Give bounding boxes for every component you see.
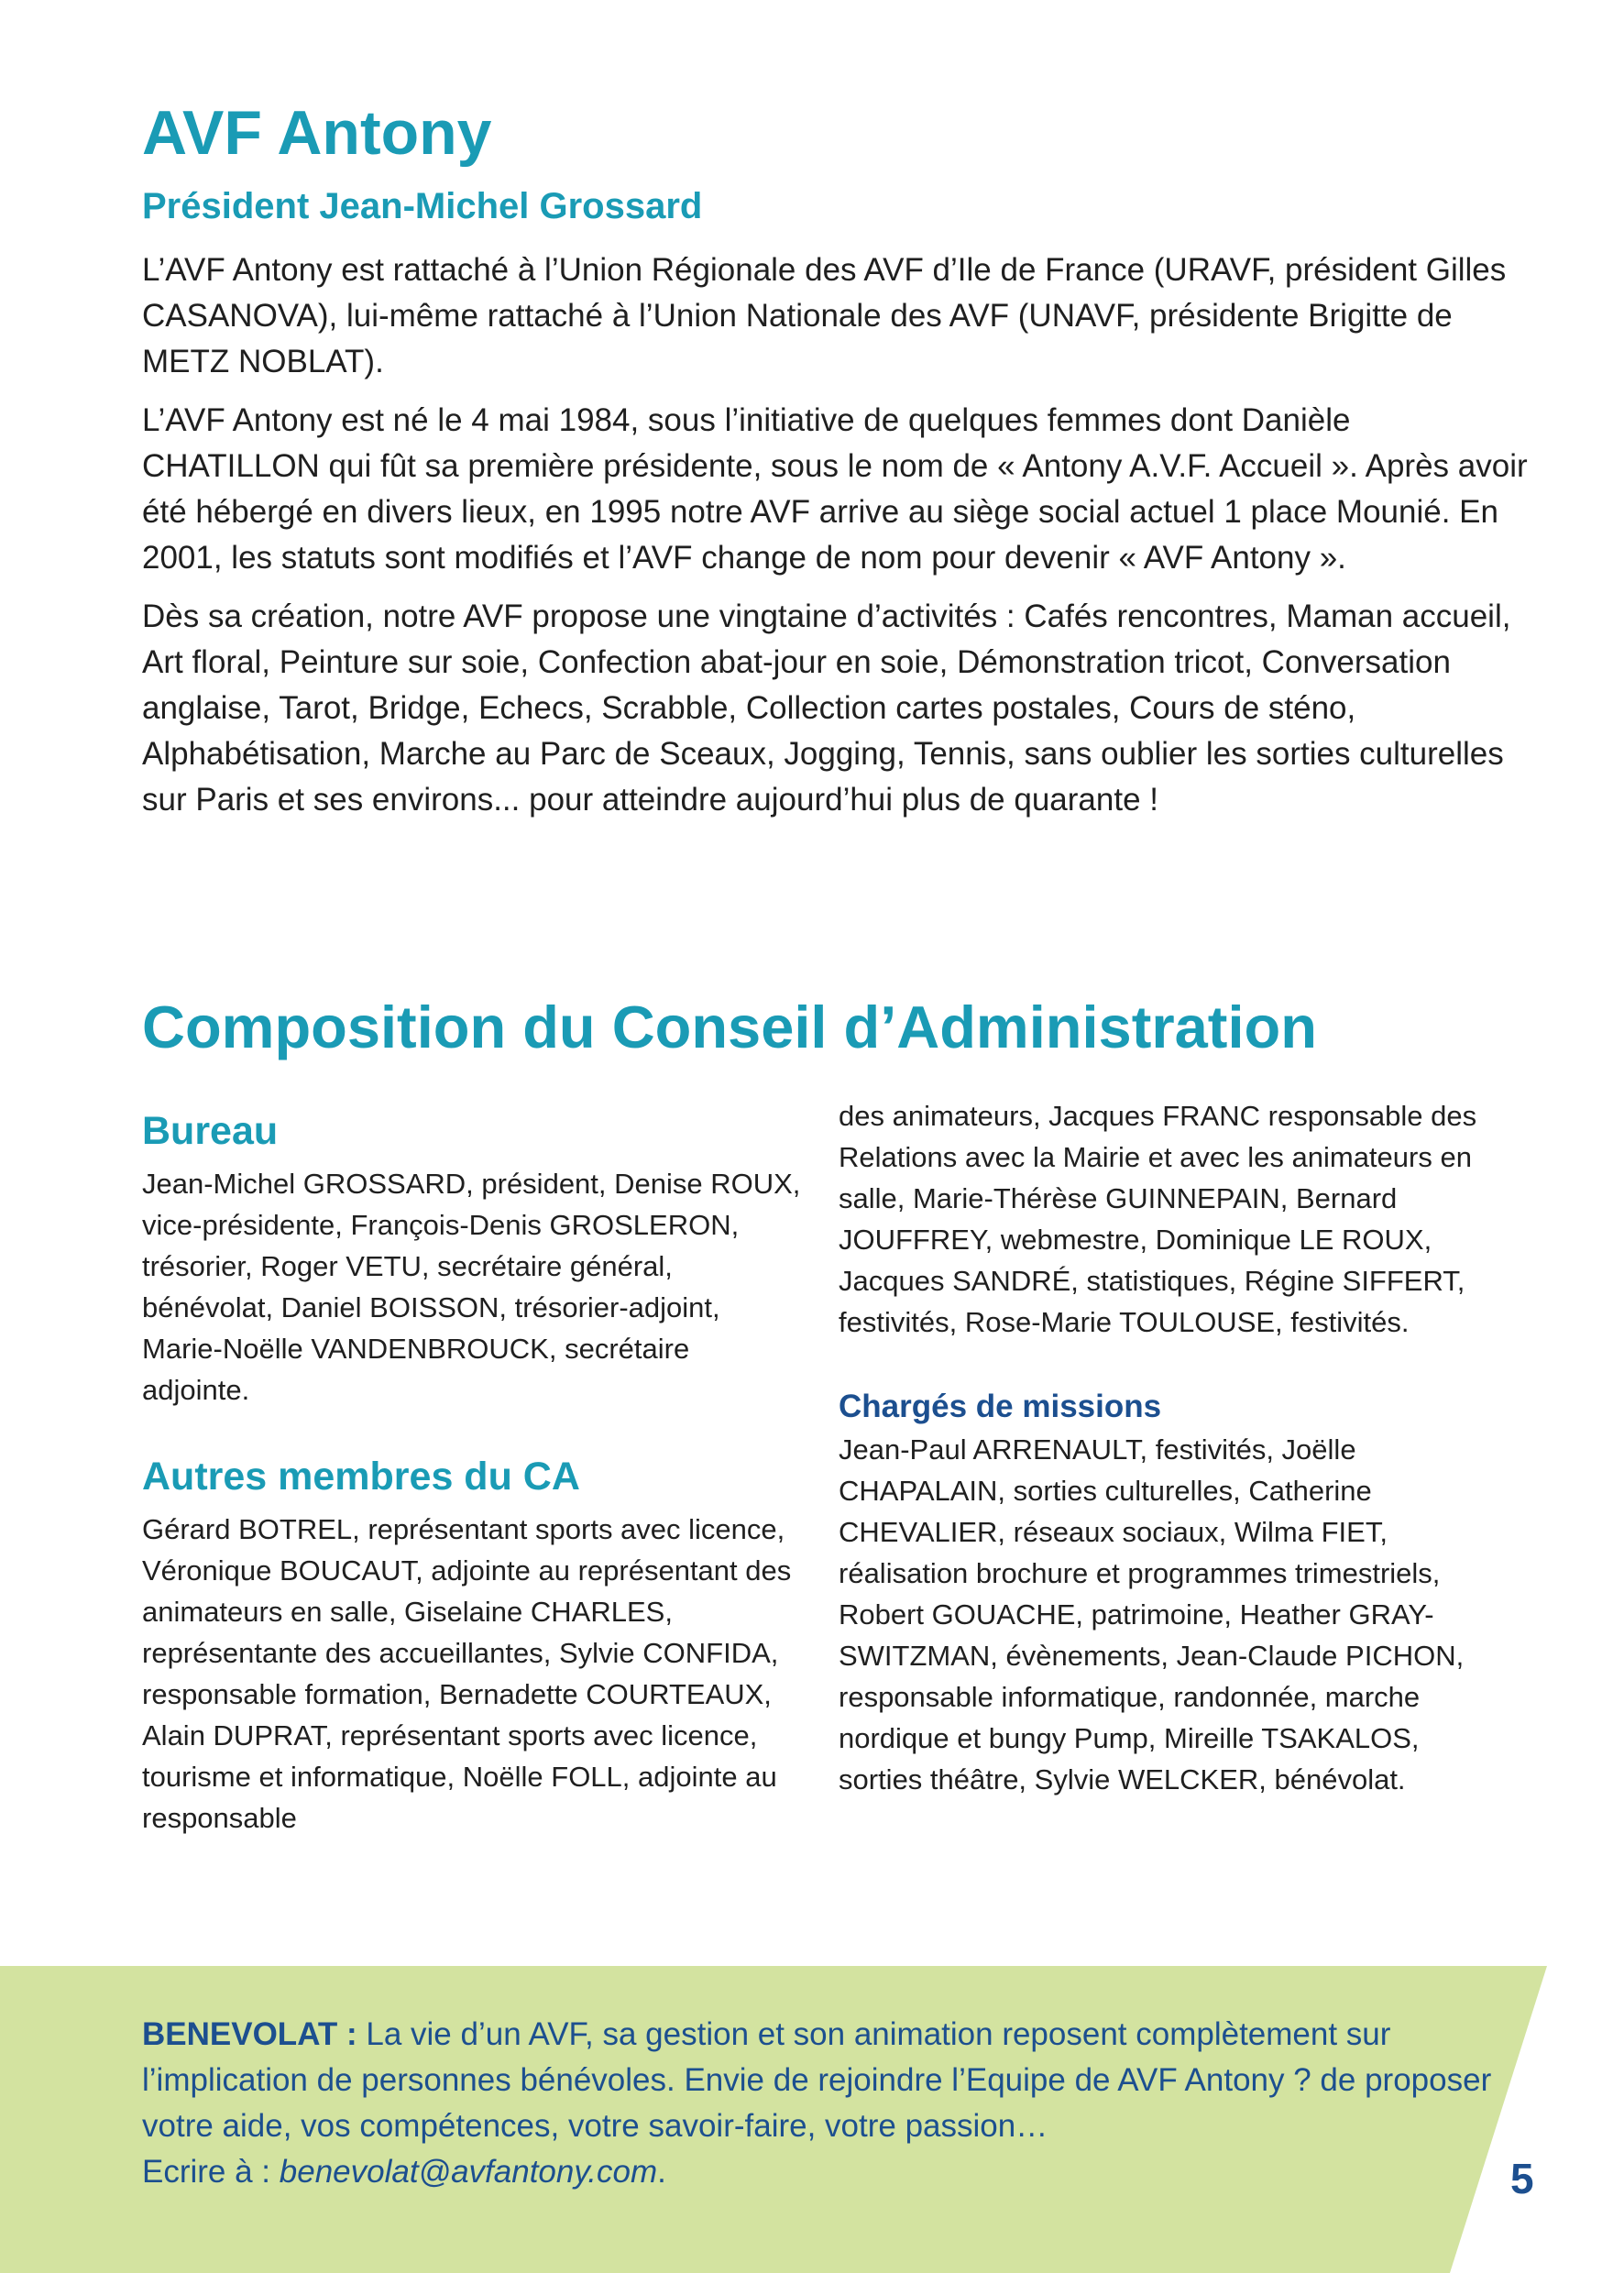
intro-paragraph-3: Dès sa création, notre AVF propose une vingtaine d’activités : Cafés rencontres, Maman accueil, Art floral, Peinture sur soie, Confection abat-jour en soie, Démonstration tricot, Conversation anglaise, Tarot, Bridge, Echecs, Scrabble, Collection cartes postales, Cours de sténo, Alphabétisation, Marche au Parc de Sceaux, Jogging, Tennis, sans oublier les sorties culturelles sur Paris et ses environs... pour atteindre aujourd’hui plus de quarante ! bbox=[142, 598, 1511, 818]
benevolat-email-link[interactable]: benevolat@avfantony.com bbox=[279, 2154, 658, 2190]
autres-membres-text: Gérard BOTREL, représentant sports avec licence, Véronique BOUCAUT, adjointe au représentant des animateurs en salle, Giselaine CHARLES, représentante des accueillantes, Sylvie CONFIDA, responsable formation, Bernadette COURTEAUX, Alain DUPRAT, représentant sports avec licence, tourisme et informatique, Noëlle FOLL, adjointe au responsable bbox=[142, 1513, 792, 1834]
intro-section bbox=[142, 247, 1535, 836]
section-title-composition: Composition du Conseil d’Administration bbox=[142, 994, 1317, 1060]
page-subtitle: Président Jean-Michel Grossard bbox=[142, 186, 703, 226]
bureau-text: Jean-Michel GROSSARD, président, Denise ROUX, vice-présidente, François-Denis GROSLERON, trésorier, Roger VETU, secrétaire général, bénévolat, Daniel BOISSON, trésorier-adjoint, Marie-Noëlle VANDENBROUCK, secrétaire adjointe. bbox=[142, 1168, 801, 1406]
contact-prefix: Ecrire à : bbox=[142, 2154, 280, 2190]
intro-paragraph-2: L’AVF Antony est né le 4 mai 1984, sous l’initiative de quelques femmes dont Danièle CHATILLON qui fût sa première présidente, sous le nom de « Antony A.V.F. Accueil ». Après avoir été hébergé en divers lieux, en 1995 notre AVF arrive au siège social actuel 1 place Mounié. En 2001, les statuts sont modifiés et l’AVF change de nom pour devenir « AVF Antony ». bbox=[142, 402, 1528, 576]
autres-membres-heading: Autres membres du CA bbox=[142, 1455, 580, 1499]
page-number: 5 bbox=[1510, 2155, 1534, 2202]
benevolat-text bbox=[142, 2012, 1498, 2195]
missions-text: Jean-Paul ARRENAULT, festivités, Joëlle CHAPALAIN, sorties culturelles, Catherine CHEVALIER, réseaux sociaux, Wilma FIET, réalisation brochure et programmes trimestriels, Robert GOUACHE, patrimoine, Heather GRAY-SWITZMAN, évènements, Jean-Claude PICHON, responsable informatique, randonnée, marche nordique et bungy Pump, Mireille TSAKALOS, sorties théâtre, Sylvie WELCKER, bénévolat. bbox=[839, 1433, 1465, 1795]
autres-membres-text-continued: des animateurs, Jacques FRANC responsable des Relations avec la Mairie et avec les animateurs en salle, Marie-Thérèse GUINNEPAIN, Bernard JOUFFREY, webmestre, Dominique LE ROUX, Jacques SANDRÉ, statistiques, Régine SIFFERT, festivités, Rose-Marie TOULOUSE, festivités. bbox=[839, 1100, 1477, 1338]
benevolat-label: BENEVOLAT : bbox=[142, 2016, 357, 2052]
intro-paragraph-1: L’AVF Antony est rattaché à l’Union Régionale des AVF d’Ile de France (URAVF, président Gilles CASANOVA), lui-même rattaché à l’Union Nationale des AVF (UNAVF, présidente Brigitte de METZ NOBLAT). bbox=[142, 252, 1507, 379]
bureau-heading: Bureau bbox=[142, 1109, 279, 1153]
left-column bbox=[142, 1109, 802, 1839]
contact-suffix: . bbox=[657, 2154, 666, 2190]
page-title: AVF Antony bbox=[142, 98, 492, 168]
right-column bbox=[839, 1095, 1498, 1800]
benevolat-body: La vie d’un AVF, sa gestion et son animation reposent complètement sur l’implication de personnes bénévoles. Envie de rejoindre l’Equipe de AVF Antony ? de proposer votre aide, vos compétences, votre savoir-faire, votre passion… bbox=[142, 2016, 1492, 2144]
missions-heading: Chargés de missions bbox=[839, 1389, 1162, 1424]
